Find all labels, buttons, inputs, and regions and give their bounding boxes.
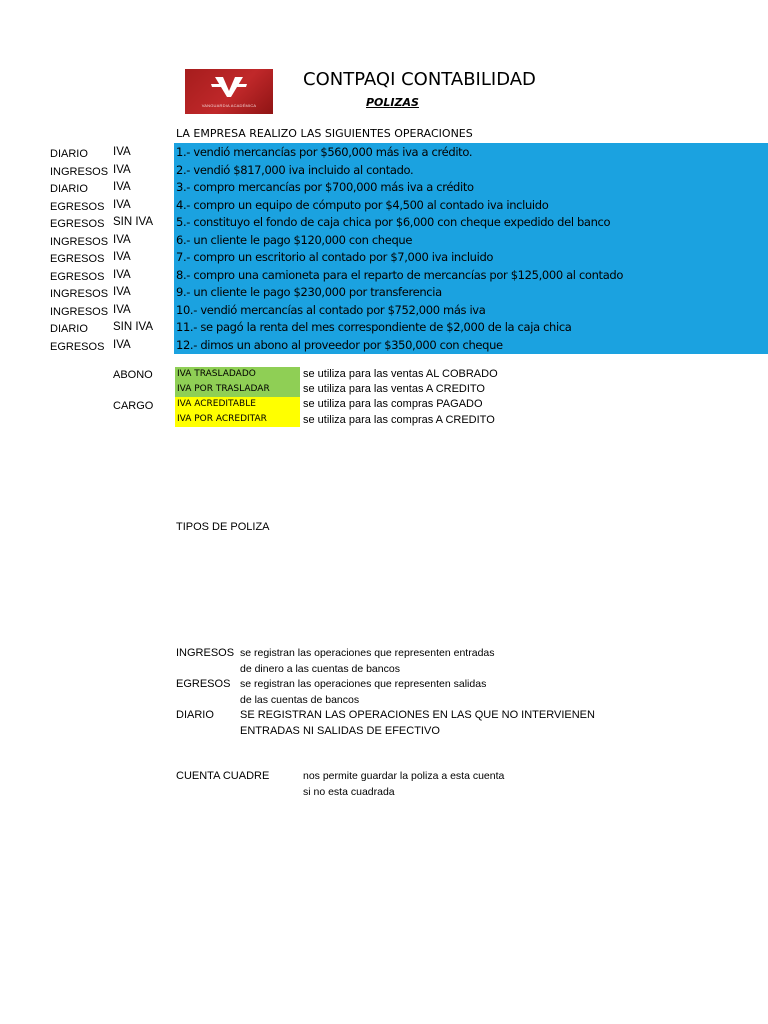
poliza-type: INGRESOS (50, 235, 109, 248)
operation-text: 11.- se pagó la renta del mes correspondiente de $2,000 de la caja chica (176, 320, 572, 334)
iva-flag: IVA (113, 233, 131, 246)
iva-flag: IVA (113, 286, 131, 298)
iva-flag: IVA (113, 268, 131, 281)
poliza-type: INGRESOS (50, 305, 109, 318)
tag-iva-acreditable: IVA ACREDITABLE (175, 397, 300, 412)
ingresos-desc-2: de dinero a las cuentas de bancos (240, 663, 400, 675)
operation-text: 7.- compro un escritorio al contado por $7,000 iva incluido (176, 250, 494, 264)
egresos-desc-1: se registran las operaciones que representen salidas (240, 678, 487, 690)
iva-flag: SIN IVA (113, 321, 154, 333)
operation-row (0, 284, 768, 302)
iva-flag: IVA (113, 146, 131, 158)
poliza-type: EGRESOS (50, 270, 105, 283)
operation-text: 4.- compro un equipo de cómputo por $4,500 al contado iva incluido (176, 197, 549, 212)
egresos-label: EGRESOS (176, 678, 231, 690)
operation-row (0, 249, 768, 267)
cuenta-cuadre-desc-1: nos permite guardar la poliza a esta cuenta (303, 770, 505, 782)
poliza-type: INGRESOS (50, 288, 109, 300)
iva-flag: IVA (113, 251, 131, 263)
vanguardia-logo-icon (211, 75, 247, 99)
desc-iva-acreditable: se utiliza para las compras PAGADO (303, 398, 483, 410)
poliza-type: DIARIO (50, 148, 88, 160)
intro-text: LA EMPRESA REALIZO LAS SIGUIENTES OPERACIONES (176, 127, 473, 140)
diario-desc-1: SE REGISTRAN LAS OPERACIONES EN LAS QUE NO INTERVIENEN (240, 709, 595, 721)
iva-flag: IVA (113, 338, 131, 351)
operation-row (0, 197, 768, 215)
operation-row (0, 179, 768, 197)
operation-text: 9.- un cliente le pago $230,000 por transferencia (176, 285, 442, 299)
poliza-type: DIARIO (50, 323, 88, 335)
page-title: CONTPAQI CONTABILIDAD (303, 69, 536, 90)
poliza-type: EGRESOS (50, 200, 105, 213)
operation-row (0, 267, 768, 285)
page-subtitle: POLIZAS (366, 96, 419, 109)
iva-flag: IVA (113, 163, 131, 176)
operation-text: 6.- un cliente le pago $120,000 con cheque (176, 232, 413, 247)
operation-row (0, 302, 768, 320)
desc-iva-por-trasladar: se utiliza para las ventas A CREDITO (303, 383, 485, 395)
operation-text: 2.- vendió $817,000 iva incluido al contado. (176, 162, 414, 177)
operation-row (0, 162, 768, 180)
iva-flag: SIN IVA (113, 216, 154, 228)
cuenta-cuadre-desc-2: si no esta cuadrada (303, 786, 395, 798)
operation-text: 1.- vendió mercancías por $560,000 más iva a crédito. (176, 145, 473, 159)
tag-iva-por-trasladar: IVA POR TRASLADAR (175, 382, 300, 397)
abono-label: ABONO (113, 369, 153, 381)
operation-row (0, 144, 768, 162)
iva-flag: IVA (113, 198, 131, 211)
poliza-type: INGRESOS (50, 165, 109, 178)
diario-label: DIARIO (176, 709, 214, 721)
ingresos-desc-1: se registran las operaciones que representen entradas (240, 647, 495, 659)
iva-flag: IVA (113, 181, 131, 193)
poliza-type: EGRESOS (50, 218, 105, 230)
poliza-type: DIARIO (50, 183, 88, 195)
operation-row (0, 337, 768, 355)
tipos-heading: TIPOS DE POLIZA (176, 521, 270, 533)
diario-desc-2: ENTRADAS NI SALIDAS DE EFECTIVO (240, 725, 440, 737)
operation-row (0, 214, 768, 232)
operation-row (0, 319, 768, 337)
poliza-type: EGRESOS (50, 253, 105, 265)
cuenta-cuadre-label: CUENTA CUADRE (176, 770, 270, 782)
cargo-label: CARGO (113, 400, 154, 412)
desc-iva-trasladado: se utiliza para las ventas AL COBRADO (303, 368, 498, 380)
tag-iva-por-acreditar: IVA POR ACREDITAR (175, 412, 300, 427)
operation-text: 8.- compro una camioneta para el reparto de mercancías por $125,000 al contado (176, 267, 624, 282)
operation-row (0, 232, 768, 250)
iva-flag: IVA (113, 303, 131, 316)
logo (185, 69, 273, 114)
egresos-desc-2: de las cuentas de bancos (240, 694, 360, 706)
operation-text: 10.- vendió mercancías al contado por $752,000 más iva (176, 302, 486, 317)
operation-text: 5.- constituyo el fondo de caja chica por $6,000 con cheque expedido del banco (176, 215, 611, 229)
ingresos-label: INGRESOS (176, 647, 235, 659)
operation-text: 12.- dimos un abono al proveedor por $350,000 con cheque (176, 337, 503, 352)
desc-iva-por-acreditar: se utiliza para las compras A CREDITO (303, 414, 495, 426)
operation-text: 3.- compro mercancías por $700,000 más iva a crédito (176, 180, 474, 194)
poliza-type: EGRESOS (50, 340, 105, 353)
tag-iva-trasladado: IVA TRASLADADO (175, 367, 300, 382)
logo-caption: VANGUARDIA ACADÉMICA (201, 103, 257, 108)
